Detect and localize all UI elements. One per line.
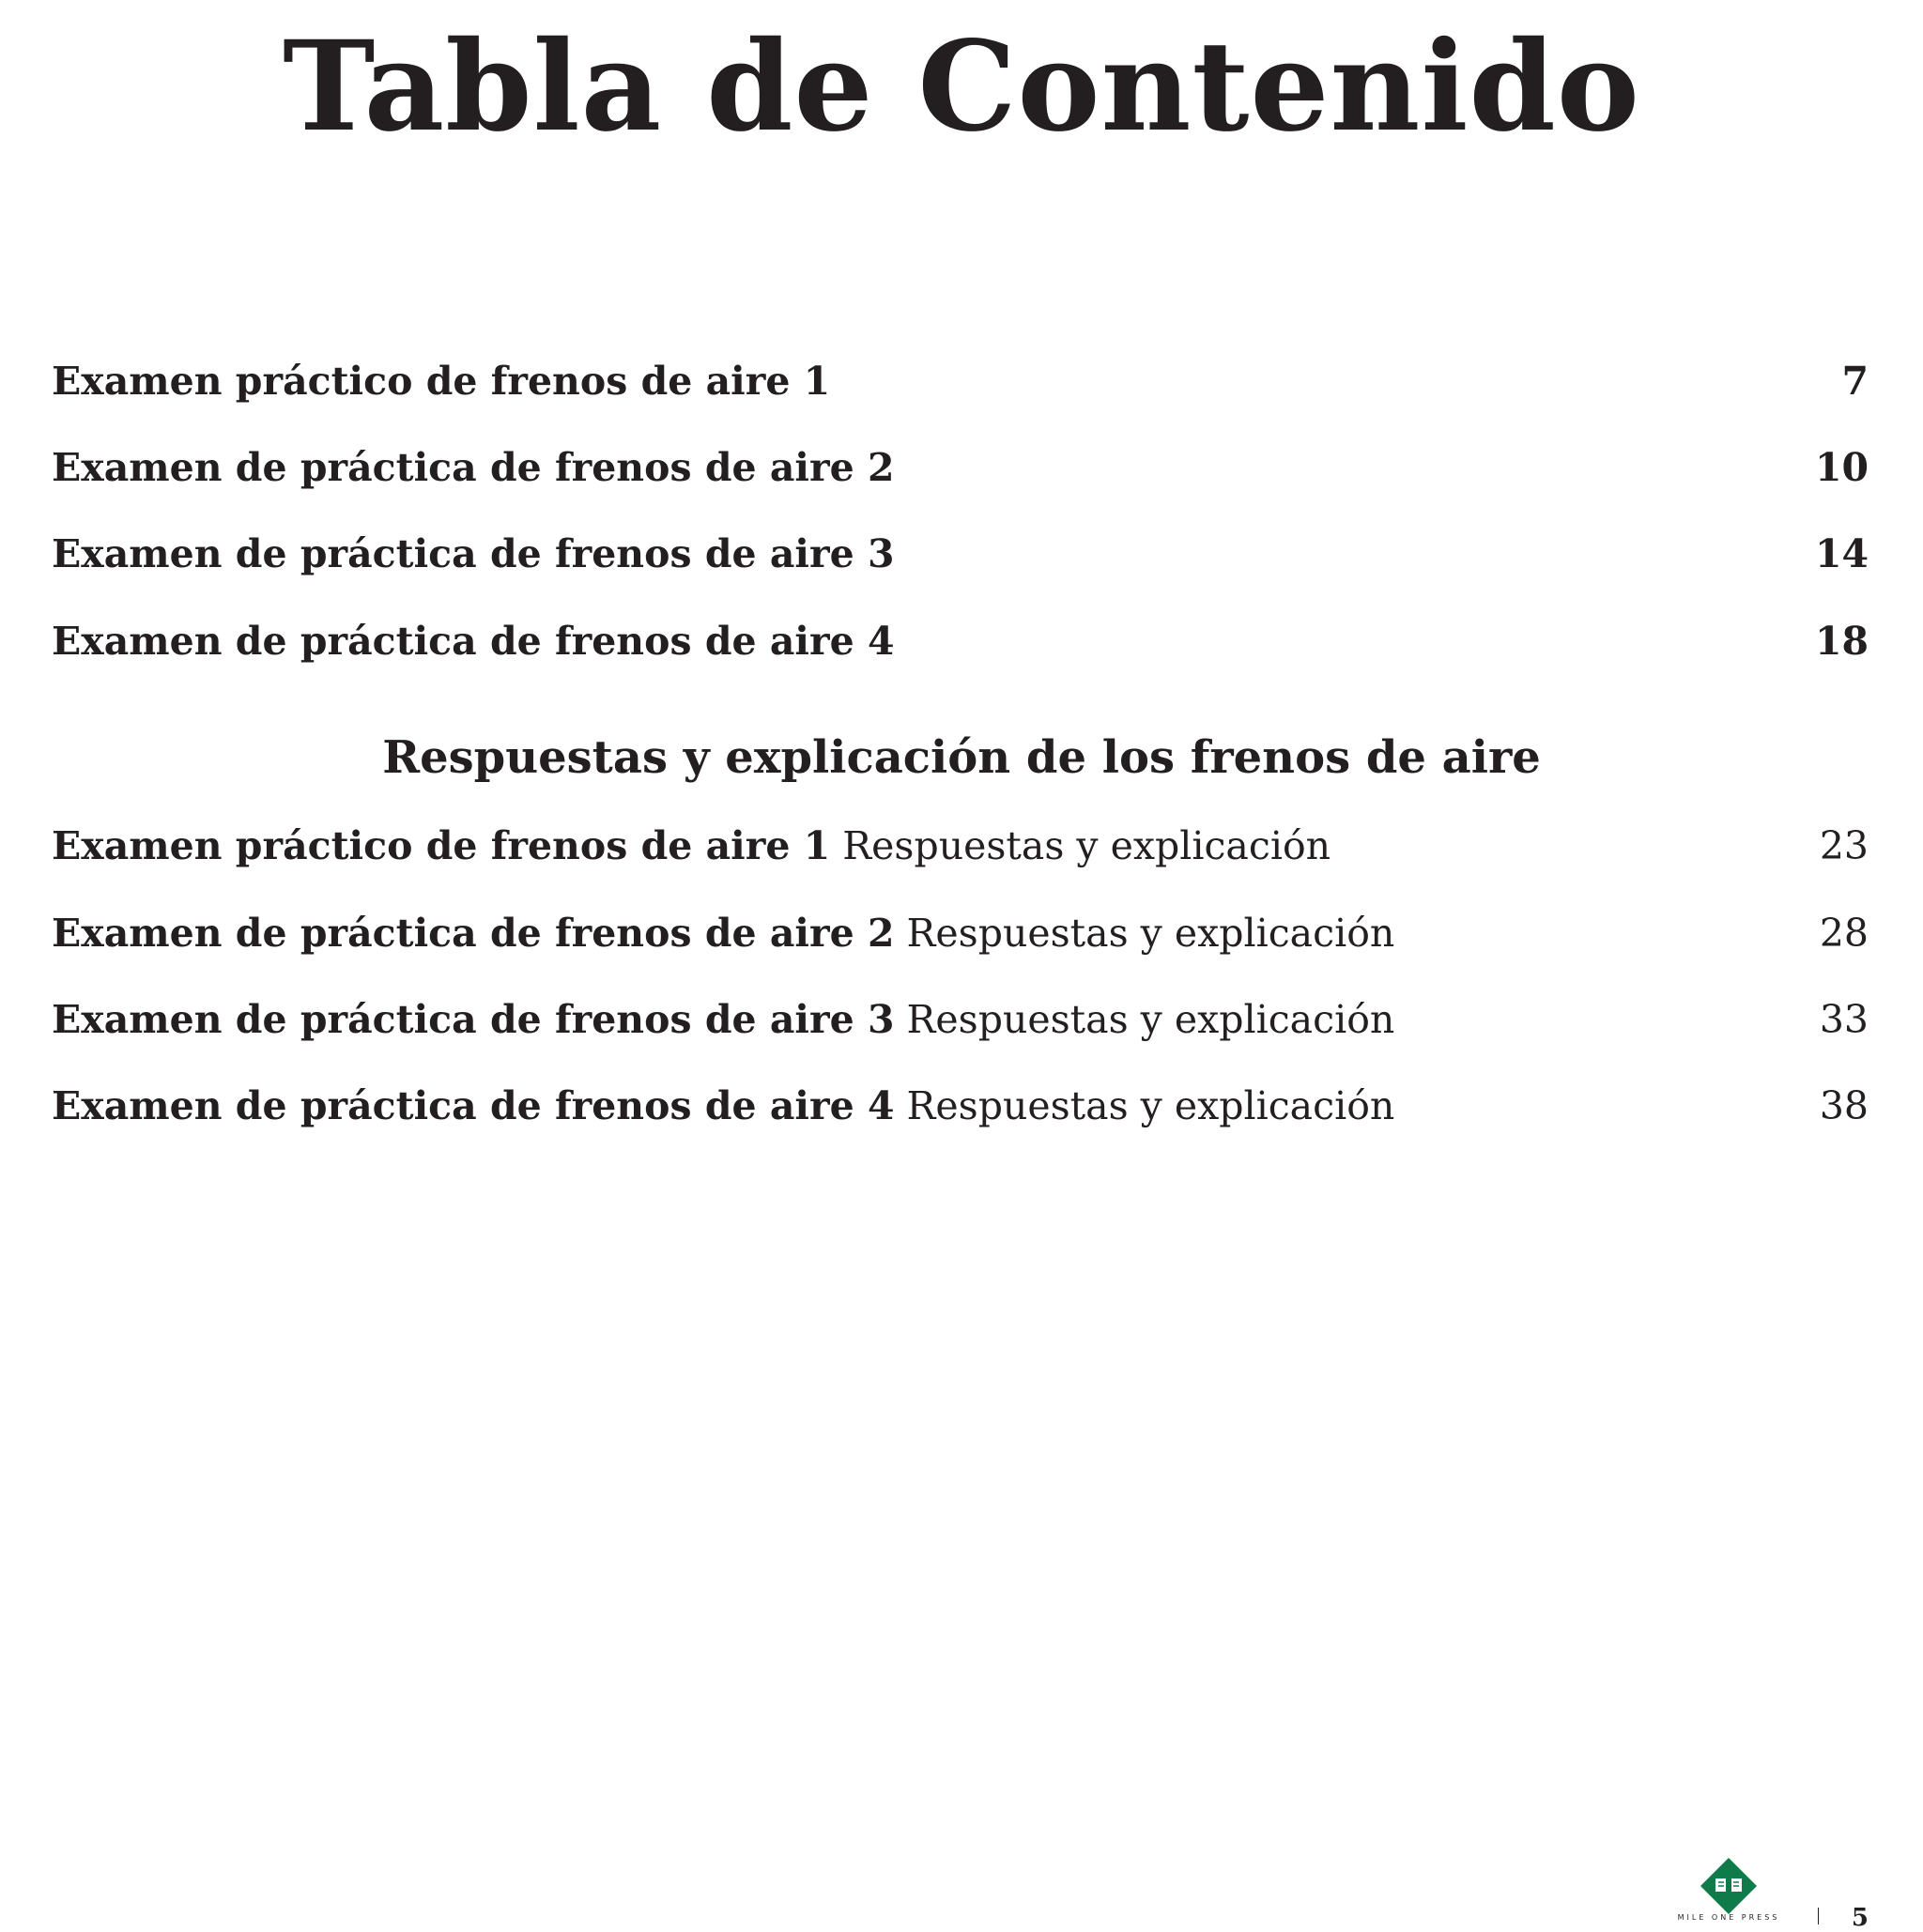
toc-entry-label-bold: Examen práctico de frenos de aire 1: [52, 823, 831, 868]
toc-entry-label: [52, 993, 1394, 1046]
toc-entry-label: [52, 1080, 1394, 1132]
toc-entry[interactable]: [52, 820, 1869, 872]
toc-page-number: 14: [1814, 531, 1869, 576]
toc-entry-label: Examen práctico de frenos de aire 1: [52, 359, 831, 404]
book-icon: [1700, 1858, 1757, 1914]
toc-entry[interactable]: [52, 528, 1869, 580]
toc-entry[interactable]: [52, 1080, 1869, 1132]
toc-entry-label-regular: Respuestas y explicación: [906, 997, 1395, 1042]
toc-entry-label: [52, 820, 1331, 872]
book-page-right: [1731, 1878, 1742, 1892]
toc-entry-label: Examen de práctica de frenos de aire 3: [52, 531, 895, 576]
publisher-logo: [1669, 1856, 1788, 1922]
toc-entry[interactable]: [52, 993, 1869, 1046]
footer-page-number: 5: [1851, 1904, 1869, 1932]
footer-divider: [1818, 1908, 1819, 1924]
toc-page-number: 10: [1814, 445, 1869, 490]
toc-entry[interactable]: [52, 615, 1869, 667]
toc-entry-label-regular: Respuestas y explicación: [842, 823, 1331, 868]
toc-page-number: 28: [1819, 911, 1869, 956]
toc-entry[interactable]: [52, 907, 1869, 959]
toc-entry-label-regular: Respuestas y explicación: [906, 911, 1395, 956]
toc-page-number: 18: [1814, 619, 1869, 664]
toc-entry-label-regular: Respuestas y explicación: [906, 1083, 1395, 1128]
toc-entry-label: Examen de práctica de frenos de aire 4: [52, 619, 895, 664]
toc-entry-label-bold: Examen de práctica de frenos de aire 4: [52, 1083, 895, 1128]
page-title: Tabla de Contenido: [283, 14, 1640, 160]
toc-page-number: 23: [1819, 823, 1869, 868]
toc-entry-label: Examen de práctica de frenos de aire 2: [52, 445, 895, 490]
toc-page-number: 33: [1819, 997, 1869, 1042]
answers-section-heading: Respuestas y explicación de los frenos de aire: [382, 731, 1541, 784]
toc-entry[interactable]: [52, 355, 1869, 407]
book-page-left: [1715, 1878, 1726, 1892]
toc-page-number: 38: [1819, 1083, 1869, 1128]
toc-entry-label-bold: Examen de práctica de frenos de aire 3: [52, 997, 895, 1042]
toc-page-number: 7: [1841, 359, 1869, 404]
toc-entry-label: [52, 907, 1394, 959]
toc-entry-label-bold: Examen de práctica de frenos de aire 2: [52, 911, 895, 956]
toc-entry[interactable]: [52, 441, 1869, 494]
publisher-name: MILE ONE PRESS: [1677, 1913, 1780, 1922]
